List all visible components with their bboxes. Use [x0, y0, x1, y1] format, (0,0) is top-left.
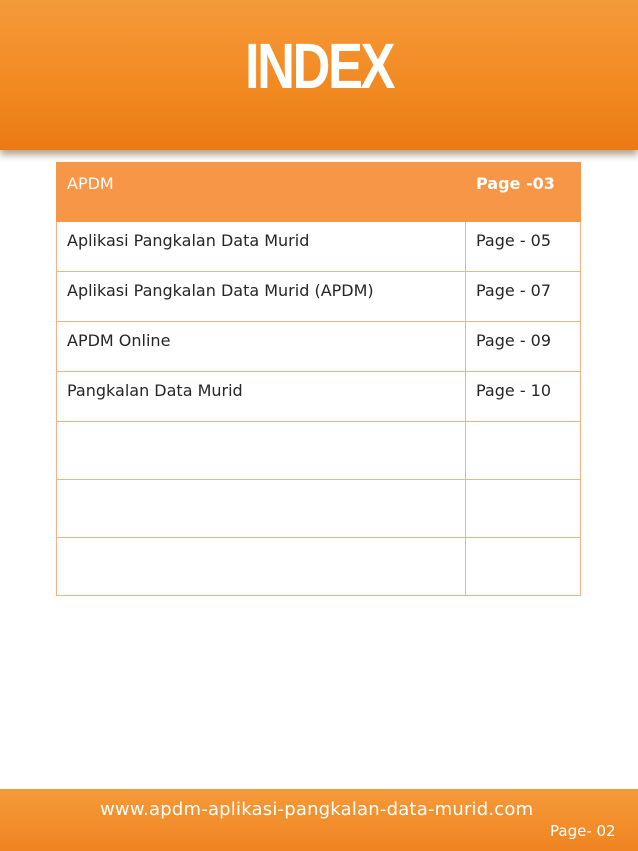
- table-cell-empty: [466, 422, 581, 480]
- table-row: [57, 222, 581, 272]
- table-cell-topic: Aplikasi Pangkalan Data Murid (APDM): [57, 272, 466, 322]
- table-cell-empty: [57, 480, 466, 538]
- table-row-empty: [57, 422, 581, 480]
- table-cell-empty: [57, 422, 466, 480]
- table-header-row: [57, 163, 581, 222]
- table-row: [57, 372, 581, 422]
- page-number: Page- 02: [550, 822, 616, 840]
- table-cell-page: Page - 09: [466, 322, 581, 372]
- table-row: [57, 322, 581, 372]
- table-cell-topic: APDM Online: [57, 322, 466, 372]
- table-cell-page: Page - 07: [466, 272, 581, 322]
- table-cell-topic: Aplikasi Pangkalan Data Murid: [57, 222, 466, 272]
- table-cell-page: Page - 10: [466, 372, 581, 422]
- footer-url[interactable]: www.apdm-aplikasi-pangkalan-data-murid.com: [100, 799, 534, 820]
- table-cell-topic: Pangkalan Data Murid: [57, 372, 466, 422]
- table-cell-empty: [466, 538, 581, 596]
- table-cell-page: Page -03: [466, 163, 581, 222]
- index-table: [56, 162, 581, 596]
- table-row-empty: [57, 538, 581, 596]
- page-title: INDEX: [244, 30, 394, 102]
- table-cell-empty: [57, 538, 466, 596]
- table-cell-page: Page - 05: [466, 222, 581, 272]
- table-cell-empty: [466, 480, 581, 538]
- table-row: [57, 272, 581, 322]
- table-cell-topic: APDM: [57, 163, 466, 222]
- table-row-empty: [57, 480, 581, 538]
